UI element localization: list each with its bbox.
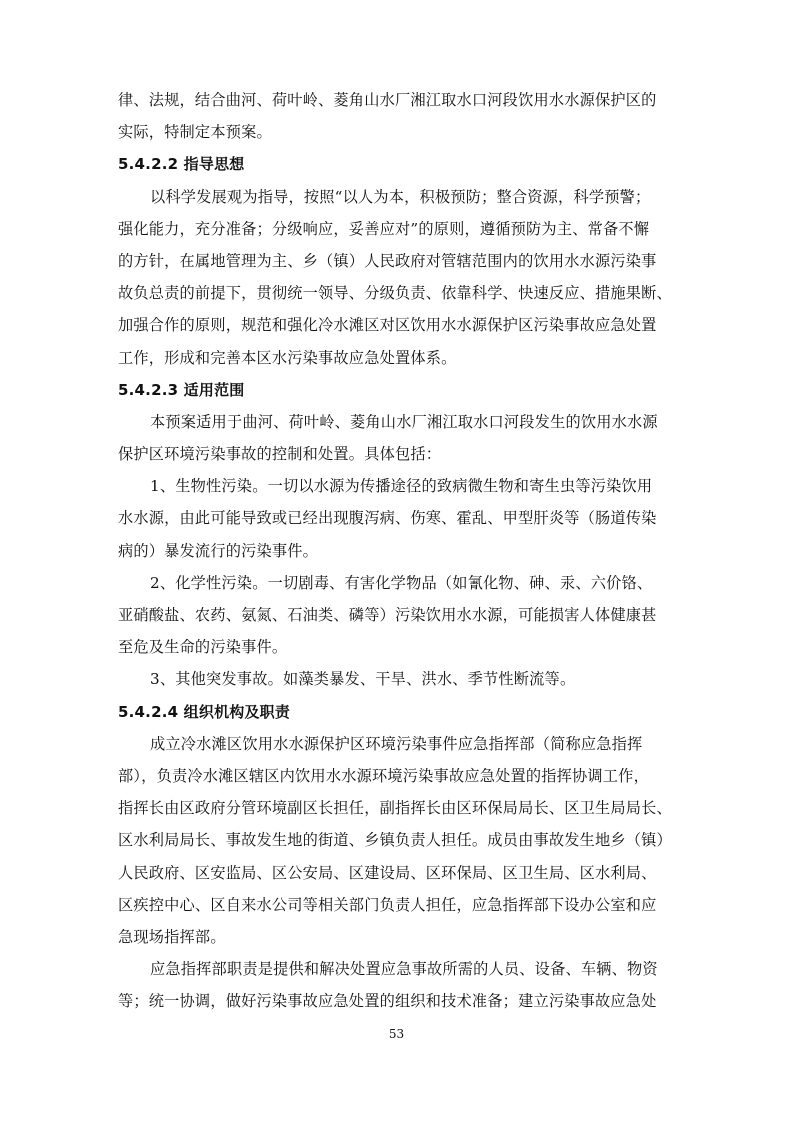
text-line: 区水利局局长、事故发生地的街道、乡镇负责人担任。成员由事故发生地乡（镇） [118, 831, 672, 850]
section-heading: 5.4.2.2 指导思想 [118, 155, 245, 174]
text-line: 病的）暴发流行的污染事件。 [118, 541, 319, 560]
paragraph-first-line: 成立冷水滩区饮用水水源保护区环境污染事件应急指挥部（简称应急指挥 [150, 734, 643, 753]
paragraph-first-line: 1、生物性污染。一切以水源为传播途径的致病微生物和寄生虫等污染饮用 [150, 477, 653, 496]
paragraph-first-line: 2、化学性污染。一切剧毒、有害化学物品（如氰化物、砷、汞、六价铬、 [150, 573, 653, 592]
paragraph-first-line: 以科学发展观为指导，按照“以人为本，积极预防；整合资源，科学预警； [150, 187, 651, 206]
text-line: 亚硝酸盐、农药、氨氮、石油类、磷等）污染饮用水水源，可能损害人体健康甚 [118, 606, 657, 624]
text-line: 的方针，在属地管理为主、乡（镇）人民政府对管辖范围内的饮用水水源污染事 [118, 251, 657, 270]
section-heading: 5.4.2.3 适用范围 [118, 380, 245, 399]
paragraph-first-line: 3、其他突发事故。如藻类暴发、干旱、洪水、季节性断流等。 [150, 670, 576, 689]
text-line: 部），负责冷水滩区辖区内饮用水水源环境污染事故应急处置的指挥协调工作， [118, 766, 649, 785]
paragraph-first-line: 应急指挥部职责是提供和解决处置应急事故所需的人员、设备、车辆、物资 [150, 960, 658, 979]
text-line: 律、法规，结合曲河、荷叶岭、菱角山水厂湘江取水口河段饮用水水源保护区的 [118, 91, 657, 109]
text-line: 急现场指挥部。 [118, 927, 226, 946]
page-number: 53 [388, 1027, 405, 1041]
text-line: 强化能力，充分准备；分级响应，妥善应对”的原则，遵循预防为主、常备不懈 [118, 219, 650, 238]
text-line: 加强合作的原则，规范和强化冷水滩区对区饮用水水源保护区污染事故应急处置 [118, 316, 657, 335]
text-line: 区疾控中心、区自来水公司等相关部门负责人担任，应急指挥部下设办公室和应 [118, 895, 657, 914]
text-line: 等；统一协调，做好污染事故应急处置的组织和技术准备；建立污染事故应急处 [118, 992, 657, 1011]
text-line: 至危及生命的污染事件。 [118, 638, 288, 657]
text-line: 实际，特制定本预案。 [118, 123, 272, 142]
text-line: 工作，形成和完善本区水污染事故应急处置体系。 [118, 348, 457, 367]
text-line: 指挥长由区政府分管环境副区长担任，副指挥长由区环保局局长、区卫生局局长、 [118, 799, 672, 818]
body-text [118, 84, 678, 1017]
section-heading: 5.4.2.4 组织机构及职责 [118, 702, 291, 721]
text-line: 水水源，由此可能导致或已经出现腹泻病、伤寒、霍乱、甲型肝炎等（肠道传染 [118, 509, 657, 528]
text-line: 保护区环境污染事故的控制和处置。具体包括： [118, 445, 442, 464]
text-line: 故负总责的前提下，贯彻统一领导、分级负责、依靠科学、快速反应、措施果断、 [118, 284, 672, 303]
text-line: 人民政府、区安监局、区公安局、区建设局、区环保局、区卫生局、区水利局、 [118, 863, 657, 882]
paragraph-first-line: 本预案适用于曲河、荷叶岭、菱角山水厂湘江取水口河段发生的饮用水水源 [150, 412, 658, 431]
